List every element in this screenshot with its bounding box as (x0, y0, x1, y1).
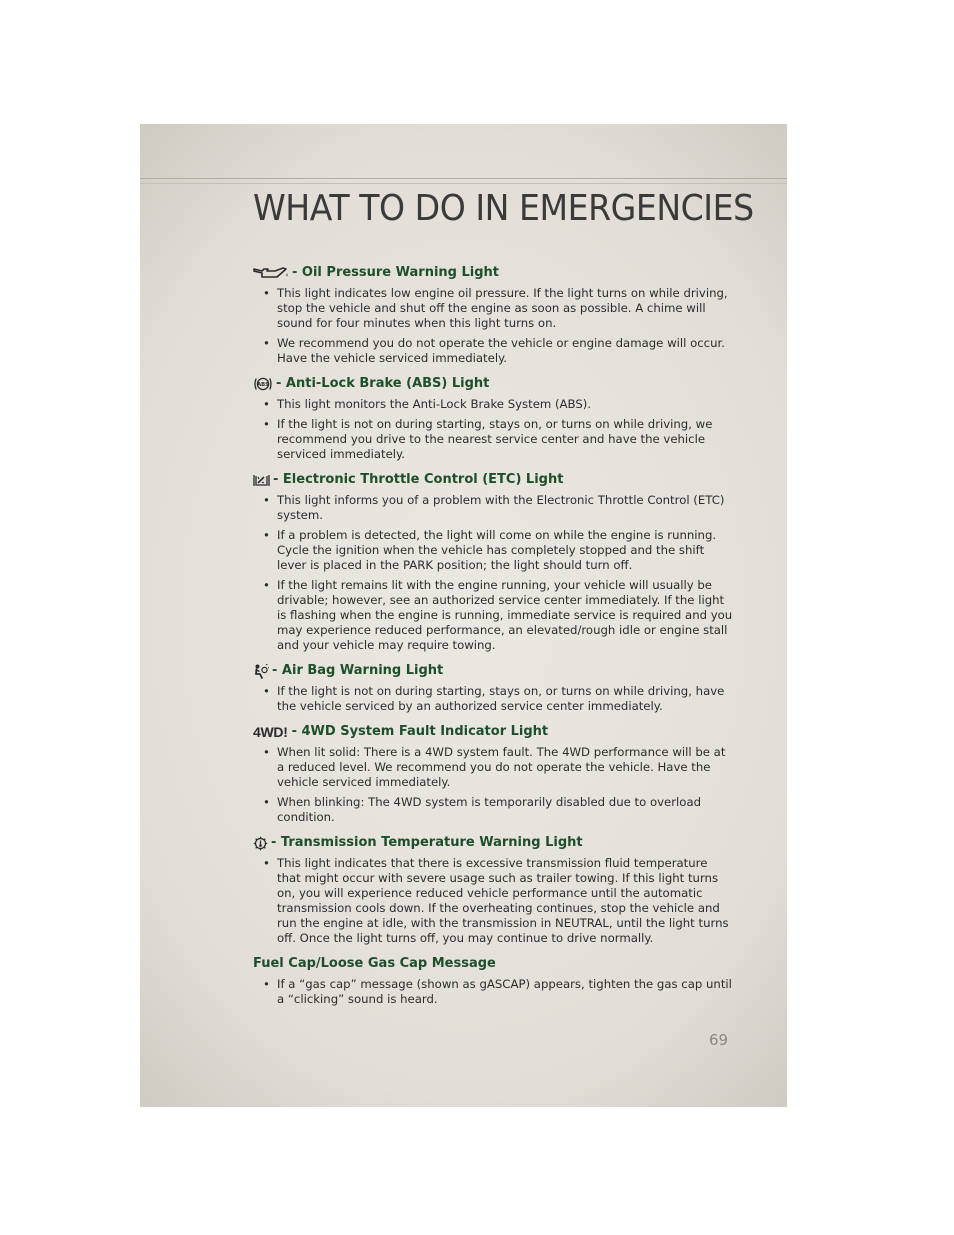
bullet-list (253, 745, 733, 825)
list-item: • This light indicates low engine oil pressure. If the light turns on while driving, stop the vehicle and shut off the engine as soon as possible. A chime will sound for four minutes when this light turns on. (253, 286, 733, 331)
bullet-list (253, 493, 733, 653)
section-heading-text: - Anti-Lock Brake (ABS) Light (276, 376, 490, 391)
section-etc (253, 471, 733, 653)
list-item: • This light monitors the Anti-Lock Brake System (ABS). (253, 397, 733, 412)
svg-text:ABS: ABS (257, 382, 269, 388)
section-abs (253, 375, 733, 462)
4wd-fault-icon: 4WD! (253, 724, 288, 740)
header-rule-top (140, 178, 787, 179)
list-item: • If the light is not on during starting, stays on, or turns on while driving, have the vehicle serviced by an authorized service center immediately. (253, 684, 733, 714)
header-rule-bottom (140, 183, 787, 184)
bullet-list (253, 977, 733, 1007)
bullet-list (253, 856, 733, 946)
bullet-list (253, 286, 733, 366)
bullet-list (253, 397, 733, 462)
section-heading (253, 264, 733, 282)
page-title: WHAT TO DO IN EMERGENCIES (253, 188, 754, 229)
section-heading (253, 955, 733, 973)
list-item: • If a “gas cap” message (shown as gASCAP) appears, tighten the gas cap until a “clicking” sound is heard. (253, 977, 733, 1007)
list-item: • When lit solid: There is a 4WD system fault. The 4WD performance will be at a reduced level. We recommend you do not operate the vehicle. Have the vehicle serviced immediately. (253, 745, 733, 790)
section-heading (253, 723, 733, 741)
transmission-temperature-icon (253, 836, 268, 851)
section-heading (253, 662, 733, 680)
section-heading-text: - Transmission Temperature Warning Light (271, 835, 583, 850)
airbag-icon (253, 664, 269, 679)
page-panel (140, 124, 787, 1107)
section-heading (253, 471, 733, 489)
oil-can-icon (253, 266, 289, 280)
section-heading-text: - 4WD System Fault Indicator Light (291, 724, 549, 739)
list-item: • If the light is not on during starting, stays on, or turns on while driving, we recommend you drive to the nearest service center and have the vehicle serviced immediately. (253, 417, 733, 462)
section-heading-text: - Air Bag Warning Light (272, 663, 444, 678)
section-heading-text: Fuel Cap/Loose Gas Cap Message (253, 956, 496, 971)
list-item: • If a problem is detected, the light will come on while the engine is running. Cycle the ignition when the vehicle has completely stopped and the shift lever is placed in the PARK position; the light should turn off. (253, 528, 733, 573)
section-heading (253, 375, 733, 393)
bullet-list (253, 684, 733, 714)
section-oil-pressure (253, 264, 733, 366)
section-heading-text: - Electronic Throttle Control (ETC) Light (273, 472, 564, 487)
list-item: • We recommend you do not operate the vehicle or engine damage will occur. Have the vehicle serviced immediately. (253, 336, 733, 366)
throttle-icon (253, 473, 270, 488)
section-heading-text: - Oil Pressure Warning Light (292, 265, 500, 280)
list-item: • When blinking: The 4WD system is temporarily disabled due to overload condition. (253, 795, 733, 825)
list-item: • This light informs you of a problem with the Electronic Throttle Control (ETC) system. (253, 493, 733, 523)
section-heading (253, 834, 733, 852)
page-content (253, 264, 733, 1016)
page-number: 69 (709, 1031, 729, 1049)
section-air-bag (253, 662, 733, 714)
section-4wd-fault (253, 723, 733, 825)
list-item: • If the light remains lit with the engine running, your vehicle will usually be drivable; however, see an authorized service center immediately. If the light is flashing when the engine is running, immediate service is required and you may experience reduced performance, an elevated/rough idle or engine stall and your vehicle may require towing. (253, 578, 733, 653)
list-item: • This light indicates that there is excessive transmission fluid temperature that might occur with severe usage such as trailer towing. If this light turns on, you will experience reduced vehicle performance until the automatic transmission cools down. If the overheating continues, stop the vehicle and run the engine at idle, with the transmission in NEUTRAL, until the light turns off. Once the light turns off, you may continue to drive normally. (253, 856, 733, 946)
section-fuel-cap (253, 955, 733, 1007)
section-transmission-temperature (253, 834, 733, 946)
abs-icon (253, 376, 273, 392)
